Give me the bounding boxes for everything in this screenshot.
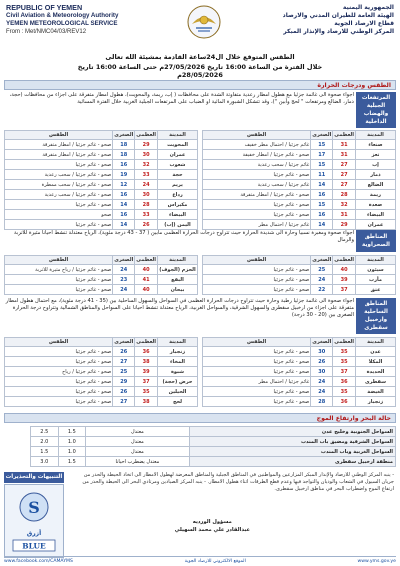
col-header-city: المدينة bbox=[158, 131, 198, 140]
weather-cell: صحو - غائم جزئيا / رياح مثيرة للاتربة bbox=[5, 265, 113, 275]
city-cell: عمران bbox=[158, 150, 198, 160]
weather-cell: صحو - غائم جزئيا bbox=[5, 347, 113, 357]
signature-block bbox=[175, 518, 250, 534]
col-header-city: المدينة bbox=[158, 256, 198, 265]
min-temp-cell: 15 bbox=[311, 160, 333, 170]
min-temp-cell: 29 bbox=[113, 377, 135, 387]
table-row bbox=[5, 367, 198, 377]
min-temp-cell: 25 bbox=[113, 367, 135, 377]
max-temp-cell: 40 bbox=[135, 285, 158, 295]
coast-table-left bbox=[4, 337, 198, 407]
weather-cell: صحو - غائم جزئيا bbox=[203, 265, 311, 275]
region-desc-highlands: أجواء صحوة الى غائمة جزئيا مع هطول امطار رعدية متفاوتة الشدة على محافظات ( إب، ريمة، والمحويت)، هطول امطار متفرقة على أجزاء من محافظات (حجة، ذمار، الضالع ومرتفعات " لحج وأبين ")، وقد تتشكل الشبورة المائية او الضباب على المرتفعات الجبلية الغربية خلال الفترة المسائية bbox=[9, 92, 354, 105]
footer-website-link[interactable]: www.yms.gov.ye bbox=[357, 558, 396, 564]
table-row bbox=[31, 447, 396, 457]
city-cell: البيضاء bbox=[158, 210, 198, 220]
region-desc-desert: أجواء صحوة ومغبرة نسبياً وحارة الى شديدة الحرارة حيث تتراوح درجات الحرارة العظمى مابين ( 37 - 43 درجة مئوية)، الرياح معتدلة تنشط احيانا مثيرة للاتربة والرمال bbox=[14, 230, 354, 243]
table-row bbox=[203, 180, 396, 190]
header-form-code: From : Met/NMC04/03/REV12 bbox=[6, 29, 87, 35]
shift-officer-title: مسؤول الورديه bbox=[192, 519, 232, 525]
max-temp-cell: 33 bbox=[135, 210, 158, 220]
warning-badge-icon bbox=[5, 485, 63, 557]
max-temp-cell: 35 bbox=[333, 357, 356, 367]
weather-cell: صحو - غائم جزئيا bbox=[203, 170, 311, 180]
table-row bbox=[203, 275, 396, 285]
min-temp-cell: 16 bbox=[311, 190, 333, 200]
table-row bbox=[203, 200, 396, 210]
city-cell: المحويت bbox=[158, 140, 198, 150]
table-row bbox=[203, 140, 396, 150]
min-temp-cell: 16 bbox=[113, 160, 135, 170]
table-row bbox=[203, 397, 396, 407]
max-temp-cell: 40 bbox=[135, 265, 158, 275]
min-temp-cell: 25 bbox=[311, 265, 333, 275]
col-header-min: الصغرى bbox=[312, 257, 332, 263]
max-temp-cell: 39 bbox=[333, 275, 356, 285]
city-cell: رداع bbox=[158, 190, 198, 200]
weather-cell: صحو - غائم جزئيا bbox=[5, 357, 113, 367]
min-temp-cell: 14 bbox=[311, 180, 333, 190]
max-temp-cell: 36 bbox=[333, 377, 356, 387]
coast-table-right bbox=[202, 337, 396, 407]
footer-facebook-link[interactable]: www.facebook.com/CAMAYMS bbox=[4, 558, 73, 564]
max-temp-cell: 36 bbox=[333, 397, 356, 407]
city-cell: اليمن (إب) bbox=[158, 220, 198, 230]
city-cell: الحيلين bbox=[158, 387, 198, 397]
weather-cell: صحو - غائم جزئيا bbox=[203, 275, 311, 285]
sea-state-cell: معتدل bbox=[86, 427, 190, 437]
weather-cell: صحو - غائم جزئيا bbox=[5, 377, 113, 387]
max-temp-cell: 33 bbox=[135, 170, 158, 180]
city-cell: مأرب bbox=[356, 275, 396, 285]
table-row bbox=[203, 387, 396, 397]
weather-cell: صحو - غائم جزئيا bbox=[5, 275, 113, 285]
table-row bbox=[31, 437, 396, 447]
max-temp-cell: 38 bbox=[135, 357, 158, 367]
forecast-period: خلال الفترة من الساعة 16:00 تاريخ 27/05/2026م حتى الساعة 16:00 تاريخ 28/05/2026م bbox=[77, 63, 323, 79]
min-temp-cell: 23 bbox=[113, 275, 135, 285]
col-header-max: العظمى bbox=[334, 132, 354, 138]
col-header-max: العظمى bbox=[334, 257, 354, 263]
city-cell: سيئون bbox=[356, 265, 396, 275]
max-temp-cell: 35 bbox=[333, 387, 356, 397]
header-center-ar: المركز الوطني للارصاد والإنذار المبكر bbox=[283, 28, 394, 35]
weather-cell: غائم جزئيا / سحب رعدية bbox=[203, 180, 311, 190]
col-header-max: العظمى bbox=[136, 257, 156, 263]
weather-cell: صحو - غائم جزئيا / سحب ممطرة bbox=[5, 180, 113, 190]
min-temp-cell: 26 bbox=[113, 387, 135, 397]
wave-min-cell: 1.5 bbox=[58, 457, 86, 467]
min-temp-cell: 26 bbox=[311, 357, 333, 367]
max-temp-cell: 39 bbox=[135, 367, 158, 377]
table-row bbox=[5, 150, 198, 160]
max-temp-cell: 30 bbox=[135, 190, 158, 200]
weather-cell: صحو - غائم جزئيا bbox=[203, 285, 311, 295]
table-row bbox=[5, 190, 198, 200]
badge-word: BLUE bbox=[22, 541, 46, 551]
weather-cell: صحو - غائم جزئيا bbox=[5, 200, 113, 210]
min-temp-cell: 24 bbox=[113, 265, 135, 275]
authority-emblem-icon bbox=[186, 4, 222, 40]
footer bbox=[4, 556, 396, 565]
col-header-city: المدينة bbox=[356, 338, 396, 347]
col-header-min: الصغرى bbox=[114, 257, 134, 263]
header-country-en: REPUBLIC OF YEMEN bbox=[6, 3, 83, 12]
min-temp-cell: 24 bbox=[311, 275, 333, 285]
table-row bbox=[5, 285, 198, 295]
sea-region-cell: منطقة ارخبيل سقطرى bbox=[189, 457, 395, 467]
min-temp-cell: 18 bbox=[113, 150, 135, 160]
weather-cell: صحو - غائم جزئيا / امطار متفرقة bbox=[5, 140, 113, 150]
max-temp-cell: 30 bbox=[135, 150, 158, 160]
col-header-city: المدينة bbox=[356, 131, 396, 140]
max-temp-cell: 35 bbox=[333, 347, 356, 357]
min-temp-cell: 16 bbox=[113, 190, 135, 200]
col-header-city: المدينة bbox=[356, 256, 396, 265]
min-temp-cell: 16 bbox=[311, 210, 333, 220]
sea-state-table bbox=[30, 426, 396, 467]
city-cell: صنعاء bbox=[356, 140, 396, 150]
city-cell: الغيضة bbox=[356, 387, 396, 397]
weather-cell: غائم جزئيا / احتمال مطر خفيف bbox=[203, 140, 311, 150]
table-row bbox=[5, 357, 198, 367]
wave-min-cell: 1.0 bbox=[58, 447, 86, 457]
city-cell: لحج bbox=[158, 397, 198, 407]
col-header-min: الصغرى bbox=[312, 132, 332, 138]
weather-cell: صحو - غائم جزئيا bbox=[5, 220, 113, 230]
region-label-coast: المناطق الساحلية وارخبيل سقطرى bbox=[356, 298, 396, 334]
table-row bbox=[203, 160, 396, 170]
city-cell: حرض (حجة) bbox=[158, 377, 198, 387]
header bbox=[4, 2, 396, 52]
table-row bbox=[5, 180, 198, 190]
max-temp-cell: 27 bbox=[333, 160, 356, 170]
wave-max-cell: 1.5 bbox=[31, 447, 59, 457]
table-row bbox=[31, 457, 396, 467]
warning-level-badge bbox=[4, 484, 64, 558]
city-cell: عتق bbox=[356, 285, 396, 295]
min-temp-cell: 24 bbox=[311, 377, 333, 387]
sea-state-cell: معتدل bbox=[86, 447, 190, 457]
table-row bbox=[203, 265, 396, 275]
table-row bbox=[5, 377, 198, 387]
section-bar-weather: الطقس ودرجات الحرارة bbox=[4, 80, 396, 90]
max-temp-cell: 31 bbox=[333, 210, 356, 220]
max-temp-cell: 28 bbox=[135, 200, 158, 210]
table-row bbox=[5, 210, 198, 220]
max-temp-cell: 37 bbox=[333, 285, 356, 295]
region-label-desert: المناطق الصحراوية bbox=[356, 230, 396, 252]
wave-min-cell: 1.0 bbox=[58, 437, 86, 447]
col-header-weather: الطقس bbox=[203, 338, 311, 347]
highlands-table-left bbox=[4, 130, 198, 230]
header-arabic bbox=[254, 4, 394, 36]
weather-cell: صحو - غائم جزئيا bbox=[203, 397, 311, 407]
max-temp-cell: 27 bbox=[333, 170, 356, 180]
min-temp-cell: 14 bbox=[113, 200, 135, 210]
table-row bbox=[5, 275, 198, 285]
min-temp-cell: 27 bbox=[113, 357, 135, 367]
max-temp-cell: 31 bbox=[333, 150, 356, 160]
max-temp-cell: 41 bbox=[135, 275, 158, 285]
table-row bbox=[203, 347, 396, 357]
weather-cell: صحو - غائم جزئيا bbox=[5, 397, 113, 407]
warnings-title: التنبيهات والتحذيرات bbox=[4, 472, 64, 483]
sea-region-cell: السواحل الغربية وباب المندب bbox=[189, 447, 395, 457]
city-cell: شبوة bbox=[158, 367, 198, 377]
city-cell: زنجبار bbox=[158, 347, 198, 357]
max-temp-cell: 40 bbox=[333, 265, 356, 275]
max-temp-cell: 27 bbox=[333, 180, 356, 190]
table-row bbox=[5, 397, 198, 407]
wave-min-cell: 1.5 bbox=[58, 427, 86, 437]
sea-state-cell: معتدل يضطرب احيانا bbox=[86, 457, 190, 467]
weather-cell: صحو - غائم جزئيا / سحب رعدية bbox=[5, 170, 113, 180]
table-row bbox=[5, 160, 198, 170]
city-cell: الحزم (الجوف) bbox=[159, 266, 196, 273]
min-temp-cell: 27 bbox=[113, 397, 135, 407]
col-header-max: العظمى bbox=[334, 339, 354, 345]
col-header-min: الصغرى bbox=[114, 132, 134, 138]
min-temp-cell: 19 bbox=[113, 170, 135, 180]
city-cell: مكيراس bbox=[158, 200, 198, 210]
table-row bbox=[203, 367, 396, 377]
city-cell: تعز bbox=[356, 150, 396, 160]
weather-cell: صحو - غائم جزئيا bbox=[203, 357, 311, 367]
city-cell: بيحان bbox=[158, 285, 198, 295]
header-authority-en: Civil Aviation & Meteorology Authority bbox=[6, 12, 119, 19]
max-temp-cell: 38 bbox=[135, 397, 158, 407]
wave-max-cell: 2.5 bbox=[31, 427, 59, 437]
weather-cell: صحو - غائم جزئيا bbox=[203, 367, 311, 377]
table-row bbox=[203, 210, 396, 220]
weather-cell: صحو - غائم جزئيا bbox=[5, 160, 113, 170]
region-desc-coast: أجواء صحوة الى غائمة جزئياً رطبة وحارة حيث تتراوح درجات الحرارة العظمى في السواحل والسهول الساحلية بين (35 - 41 درجة مئوية)، مع احتمال هطول امطار متفرقة على اجزاء من ارخبيل سقطرى والسهول الشرقية، والسواحل الغربية، الرياح معتدلة تنشط احيانا على السواحل والمناطق الشمالية وتتراوح درجة الحرارة الصغرى بين (20 - 30 درجة) bbox=[5, 298, 354, 318]
max-temp-cell: 26 bbox=[135, 220, 158, 230]
table-row bbox=[5, 265, 198, 275]
weather-cell: صحو - غائم جزئيا / رياح bbox=[5, 367, 113, 377]
max-temp-cell: 32 bbox=[333, 200, 356, 210]
table-row bbox=[31, 427, 396, 437]
badge-arabic: أزرق bbox=[26, 530, 42, 537]
header-english bbox=[6, 4, 156, 36]
sea-region-cell: السواحل الشرقية ومضيق باب المندب bbox=[189, 437, 395, 447]
table-row bbox=[203, 357, 396, 367]
city-cell: ذمار bbox=[356, 170, 396, 180]
table-row bbox=[203, 190, 396, 200]
weather-cell: غائم جزئيا / احتمال مطر bbox=[203, 377, 311, 387]
sea-region-cell: السواحل الجنوبية وخليج عدن bbox=[189, 427, 395, 437]
max-temp-cell: 28 bbox=[333, 190, 356, 200]
desert-table-right bbox=[202, 255, 396, 295]
max-temp-cell: 35 bbox=[135, 387, 158, 397]
header-authority-ar: الهيئة العامة للطيران المدني والارصاد bbox=[282, 12, 394, 19]
weather-cell: صحو - غائم جزئيا bbox=[203, 200, 311, 210]
desert-table-left bbox=[4, 255, 198, 295]
city-cell: عمران bbox=[356, 220, 396, 230]
max-temp-cell: 24 bbox=[135, 180, 158, 190]
header-service-en: YEMEN METEOROLOGICAL SERVICE bbox=[6, 20, 118, 27]
table-row bbox=[5, 220, 198, 230]
max-temp-cell: 36 bbox=[135, 347, 158, 357]
col-header-weather: الطقس bbox=[5, 256, 113, 265]
min-temp-cell: 28 bbox=[311, 397, 333, 407]
min-temp-cell: 24 bbox=[113, 285, 135, 295]
forecast-main-title: الطقس المتوقع خلال ال24ساعة القادمة بمشيئة الله تعالى bbox=[105, 53, 295, 61]
city-cell: المكلا bbox=[356, 357, 396, 367]
min-temp-cell: 17 bbox=[311, 150, 333, 160]
min-temp-cell: 18 bbox=[113, 140, 135, 150]
warnings-text: - ينبه المركز الوطني للارصاد والإنذار المبكر المزارعين والمواطنين في المناطق الجبلية والمناطق المعرضة لهطول الامطار الى اتخاذ الحيطة والحذر من جريان السيول في الشعاب والوديان والتواجد فيها وعدم قطع الطرقات اثناء هطول الامطار. - ينبه المركز الصيادين ومرتادي البحر الى الحيطة والحذر من ارتفاع الموج واضطراب البحر في مناطق ارخبيل سقطرى. bbox=[82, 472, 394, 492]
city-cell: شعوب bbox=[158, 160, 198, 170]
min-temp-cell: 11 bbox=[311, 170, 333, 180]
city-cell: إب bbox=[356, 160, 396, 170]
min-temp-cell: 15 bbox=[311, 200, 333, 210]
weather-cell: غائم جزئيا / سحب رعدية bbox=[203, 160, 311, 170]
weather-cell: غائم جزئيا / احتمال مطر bbox=[203, 220, 311, 230]
wave-max-cell: 2.0 bbox=[31, 437, 59, 447]
shift-officer-name: عبدالقادر علي محمد السهيلي bbox=[174, 527, 250, 533]
max-temp-cell: 31 bbox=[333, 140, 356, 150]
table-row bbox=[5, 170, 198, 180]
min-temp-cell: 12 bbox=[113, 180, 135, 190]
weather-cell: صحو - غائم جزئيا bbox=[203, 210, 311, 220]
city-cell: عدن bbox=[356, 347, 396, 357]
city-cell: حجة bbox=[158, 170, 198, 180]
weather-cell: صحو - غائم جزئيا bbox=[203, 387, 311, 397]
min-temp-cell: 14 bbox=[113, 220, 135, 230]
max-temp-cell: 37 bbox=[135, 377, 158, 387]
city-cell: الحديدة bbox=[356, 367, 396, 377]
min-temp-cell: 22 bbox=[311, 285, 333, 295]
weather-cell: صحو - غائم جزئيا / سحب رعدية bbox=[5, 190, 113, 200]
col-header-max: العظمى bbox=[136, 339, 156, 345]
min-temp-cell: 16 bbox=[113, 210, 135, 220]
min-temp-cell: 30 bbox=[311, 367, 333, 377]
table-row bbox=[203, 377, 396, 387]
highlands-table-right bbox=[202, 130, 396, 230]
weather-cell: صحو - غائم جزئيا / امطار خفيفة bbox=[203, 150, 311, 160]
forecast-titles bbox=[60, 53, 340, 79]
weather-cell: صحو - غائم جزئيا / امطار متفرقة bbox=[5, 150, 113, 160]
col-header-weather: الطقس bbox=[5, 338, 113, 347]
min-temp-cell: 30 bbox=[311, 347, 333, 357]
min-temp-cell: 15 bbox=[311, 140, 333, 150]
max-temp-cell: 29 bbox=[333, 220, 356, 230]
col-header-min: الصغرى bbox=[312, 339, 332, 345]
table-row bbox=[203, 150, 396, 160]
city-cell: سقطرى bbox=[356, 377, 396, 387]
city-cell: زنجبار bbox=[356, 397, 396, 407]
sea-state-cell: معتدل bbox=[86, 437, 190, 447]
badge-letter: S bbox=[28, 498, 40, 517]
col-header-weather: الطقس bbox=[203, 131, 311, 140]
footer-website-label: الموقع الالكتروني للارصاد الجوية bbox=[184, 558, 246, 564]
city-cell: البقع bbox=[158, 275, 198, 285]
col-header-city: المدينة bbox=[158, 338, 198, 347]
city-cell: يريم bbox=[158, 180, 198, 190]
city-cell: البيضاء bbox=[356, 210, 396, 220]
col-header-min: الصغرى bbox=[114, 339, 134, 345]
header-sector-ar: قطاع الارصاد الجوية bbox=[334, 20, 394, 27]
col-header-weather: الطقس bbox=[203, 256, 311, 265]
weather-cell: صحو bbox=[5, 210, 113, 220]
max-temp-cell: 29 bbox=[135, 140, 158, 150]
table-row bbox=[203, 285, 396, 295]
city-cell: المخاء bbox=[158, 357, 198, 367]
wave-max-cell: 3.0 bbox=[31, 457, 59, 467]
weather-cell: صحو - غائم جزئيا bbox=[203, 347, 311, 357]
section-bar-sea: حالة البحر وارتفاع الموج bbox=[4, 413, 396, 423]
weather-cell: صحو - غائم جزئيا bbox=[5, 387, 113, 397]
min-temp-cell: 26 bbox=[113, 347, 135, 357]
header-country-ar: الجمهورية اليمنية bbox=[342, 4, 394, 11]
table-row bbox=[203, 170, 396, 180]
min-temp-cell: 24 bbox=[311, 387, 333, 397]
col-header-max: العظمى bbox=[136, 132, 156, 138]
region-label-highlands: المرتفعات الجبلية والهضاب الداخلية bbox=[356, 92, 396, 128]
table-row bbox=[5, 140, 198, 150]
table-row bbox=[5, 200, 198, 210]
table-row bbox=[203, 220, 396, 230]
city-cell: صعدة bbox=[356, 200, 396, 210]
table-row bbox=[5, 387, 198, 397]
min-temp-cell: 14 bbox=[311, 220, 333, 230]
col-header-weather: الطقس bbox=[5, 131, 113, 140]
city-cell: ريمة bbox=[356, 190, 396, 200]
weather-cell: صحو - غائم جزئيا / امطار متفرقة bbox=[203, 190, 311, 200]
table-row bbox=[5, 347, 198, 357]
max-temp-cell: 32 bbox=[135, 160, 158, 170]
city-cell: الضالع bbox=[356, 180, 396, 190]
max-temp-cell: 37 bbox=[333, 367, 356, 377]
weather-cell: صحو - غائم جزئيا bbox=[5, 285, 113, 295]
